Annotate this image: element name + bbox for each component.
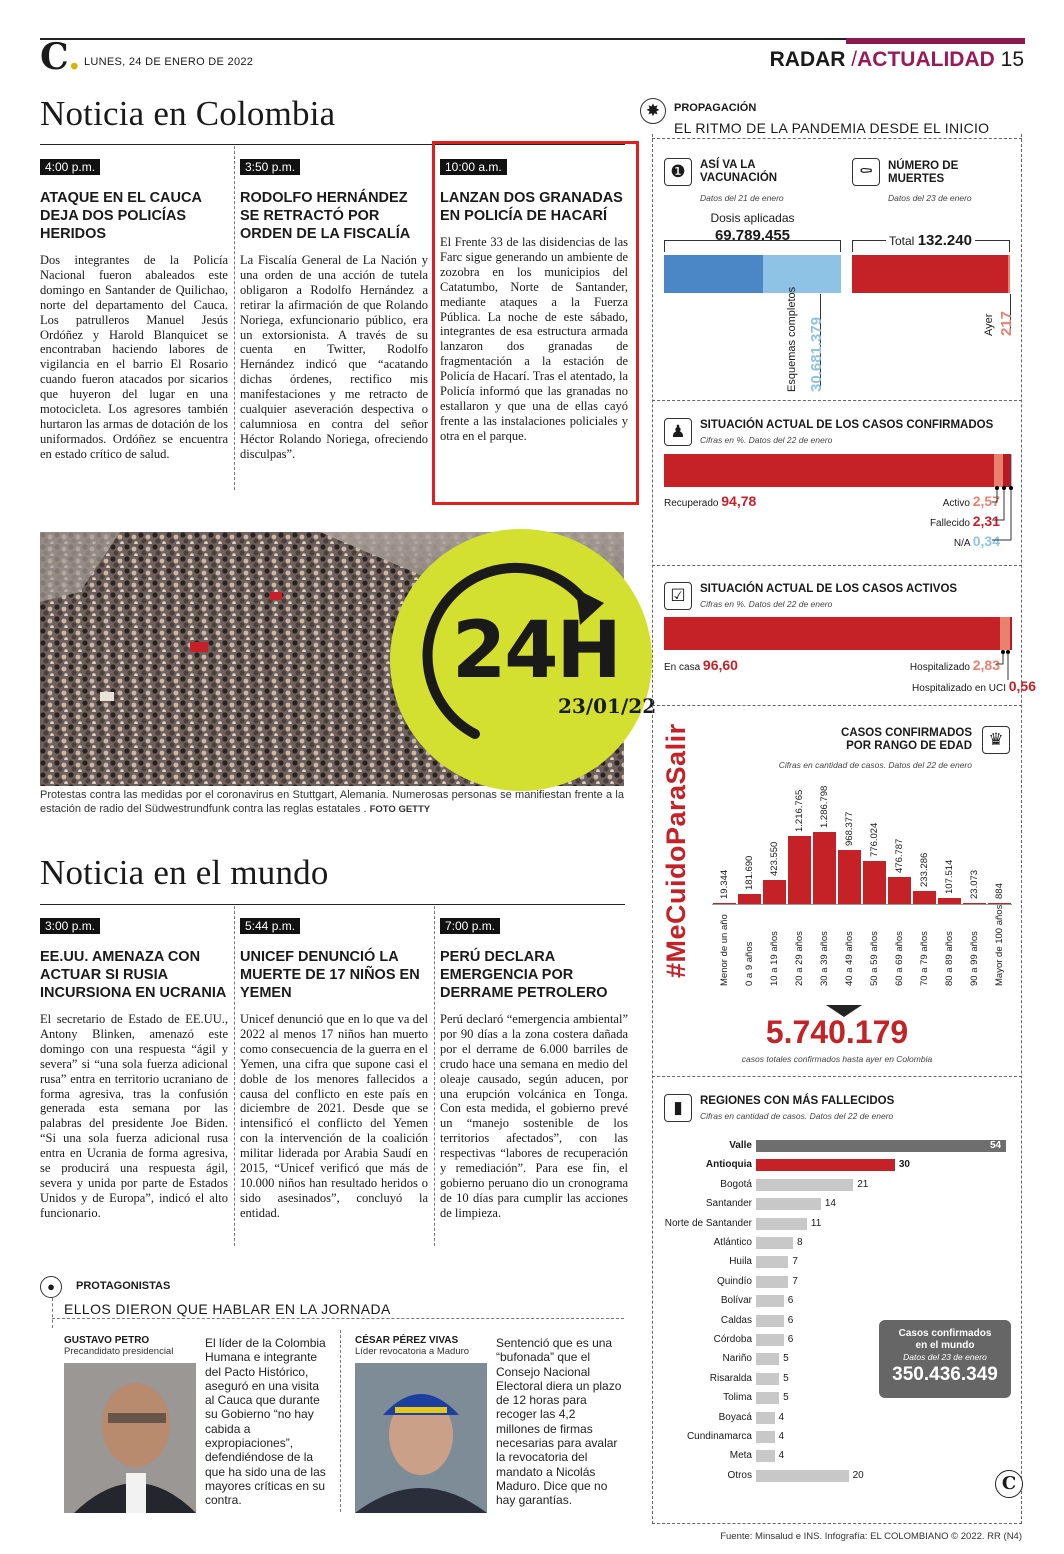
protagonist-petro [64,1335,173,1357]
region-name: Nariño [722,1353,752,1365]
photo-caption: Protestas contra las medidas por el coronavirus en Stuttgart, Alemania. Numerosas personas se manifiestan frente a la estación de radio del Südwestrundfunk contra las reglas estatales . FOTO GETTY [40,789,624,815]
region-value: 11 [810,1217,822,1229]
region-row [652,1430,1022,1444]
region-name: Tolima [723,1392,752,1404]
confirmados-fallecido: Fallecido 2,31 [929,513,1000,529]
story-headline: ATAQUE EN EL CAUCA DEJA DOS POLICÍAS HERIDOS [40,190,202,242]
muertes-ayer-value: 217 [998,310,1015,336]
region-bar [756,1412,775,1424]
region-bar [756,1198,821,1210]
section-color-bar [846,38,1025,44]
age-value-label: 968.377 [843,811,855,846]
region-bar [756,1276,788,1288]
region-value: 21 [857,1178,869,1190]
region-name: Santander [705,1198,752,1210]
age-value-label: 233.286 [918,852,930,887]
region-name: Meta [729,1450,752,1462]
region-value: 54 [990,1140,1002,1151]
region-row [652,1158,1022,1172]
story-headline: RODOLFO HERNÁNDEZ SE RETRACTÓ POR ORDEN DE LA FISCALÍA [240,190,411,242]
esquemas-label: Esquemas completos [786,286,798,392]
region-bar [756,1334,784,1346]
region-bar [756,1237,793,1249]
story-headline: PERÚ DECLARA EMERGENCIA POR DERRAME PETROLERO [440,949,608,1001]
region-name: Huila [729,1256,752,1268]
story-peru [440,917,628,1221]
region-bar [756,1179,853,1191]
age-category-label: 20 a 29 años [793,931,805,986]
region-bar [756,1159,895,1171]
infographic-subtitle: EL RITMO DE LA PANDEMIA DESDE EL INICIO [674,120,990,136]
age-value-label: 23.073 [968,869,980,899]
region-value: 4 [778,1431,785,1442]
age-value-label: 476.787 [893,838,905,874]
protagonist-quote: Sentenció que es una “bufonada” que el Consejo Nacional Electoral diera un plazo de 12 horas para recoger las 4,2 millones de firmas necesarias para avalar la revocatoria del mandato a Nicolás Maduro. Dice que no hay garantías. [496,1336,622,1508]
story-time: 5:44 p.m. [240,918,300,934]
region-row [652,1217,1022,1231]
bar-chart-icon: ▮ [664,1094,692,1122]
age-value-label: 107.514 [943,859,955,894]
story-time: 3:50 p.m. [240,159,300,175]
world-cases-date: Datos del 23 de enero [903,1352,987,1362]
story-body: Perú declaró “emergencia ambiental” por 90 días a la zona costera dañada por el derrame de 6.000 barriles de crudo hace una semana en medio del oleaje causado, según aducen, por una erupción volcánica en Tonga. Con esta medida, el gobierno prevé un “manejo sostenible de los territorios afectados”, con las respectivas “labores de recuperación y remediación”. Para ese fin, el gobierno peruano dio un cronograma de 10 días para cumplir las acciones de limpieza. [440,1012,628,1220]
region-value: 20 [852,1469,864,1481]
activos-casa: En casa 96,60 [664,657,738,673]
region-name: Antioquia [705,1159,752,1171]
world-cases-value: 350.436.349 [892,1364,998,1385]
age-category-label: 90 a 99 años [968,931,980,986]
age-bar [888,877,911,904]
story-hernandez [240,158,428,462]
muertes-title: NÚMERO DE MUERTES [888,160,959,185]
protagonist-name: GUSTAVO PETRO [64,1335,150,1346]
stack-segment [1000,617,1010,650]
region-value: 14 [824,1198,836,1210]
infographic-source: Fuente: Minsalud e INS. Infografía: EL COLOMBIANO © 2022. RR (N4) [720,1531,1022,1542]
checklist-icon: ☑ [664,582,692,610]
region-row [652,1411,1022,1425]
age-category-label: 50 a 59 años [868,931,880,986]
region-bar [756,1140,1006,1152]
region-name: Cundinamarca [686,1431,752,1442]
age-value-label: 884 [993,883,1005,899]
region-value: 30 [898,1159,910,1171]
activos-uci: Hospitalizado en UCI 0,56 [912,678,1036,694]
protagonist-quote: El líder de la Colombia Humana e integrante del Pacto Histórico, aseguró en una visita al Cauca que durante su Gobierno “no hay cabida a expropiaciones”, defendiéndose de la que ha sido una de las mayores críticas en su contra. [205,1336,326,1508]
region-bar [756,1450,775,1462]
age-category-label: 0 a 9 años [743,941,755,986]
region-bar [756,1392,779,1404]
age-bar [863,861,886,904]
stack-segment [664,454,994,487]
vacunacion-date: Datos del 21 de enero [700,193,784,203]
region-name: Risaralda [709,1372,752,1384]
age-chart-axis [712,904,1012,990]
age-chart-plot [712,780,1012,904]
region-row [652,1449,1022,1463]
story-yemen [240,917,428,1221]
stack-segment [664,617,1000,650]
region-name: Bolívar [720,1295,752,1307]
age-category-label: 70 a 79 años [918,931,930,986]
group-icon: ♛ [982,726,1010,754]
story-body: Dos integrantes de la Policía Nacional fueron abaleados este domingo en Santander de Quilichao, norte del departamento del Cauca. Los patrulleros Manuel Jesús Ordóñez y Harold Blanquicet se encontraban haciendo labores de vigilancia en el barrio El Rosario cuando fueron atacados por sicarios que huyeron del lugar en una motocicleta. Los agresores también hurtaron las armas de dotación de los uniformados. Ordóñez se encuentra en estado crítico de salud. [40,253,228,461]
badge-date: 23/01/22 [558,694,657,718]
total-cases-label: casos totales confirmados hasta ayer en Colombia [741,1054,933,1064]
age-bar [763,880,786,904]
coffin-icon: ⚰ [852,158,880,186]
region-row [652,1197,1022,1211]
region-name: Bogotá [720,1178,752,1190]
story-headline: EE.UU. AMENAZA CON ACTUAR SI RUSIA INCURSIONA EN UCRANIA [40,949,227,1001]
age-category-label: Mayor de 100 años [993,904,1005,986]
region-name: Quindío [716,1275,752,1287]
region-value: 6 [787,1314,794,1326]
region-value: 6 [787,1334,794,1345]
region-name: Caldas [720,1314,752,1326]
stack-segment [1011,454,1012,487]
region-name: Córdoba [713,1334,752,1345]
regions-chart-subtitle: Cifras en cantidad de casos. Datos del 22 de enero [700,1111,894,1121]
activos-note: Cifras en %. Datos del 22 de enero [700,599,833,609]
world-cases-box [879,1320,1011,1398]
protagonist-name: CÉSAR PÉREZ VIVAS [355,1335,459,1346]
regions-chart-title: REGIONES CON MÁS FALLECIDOS [700,1095,895,1107]
highlight-box [432,141,639,505]
dosis-value: 69.789.455 [714,227,791,244]
mundo-section-title: Noticia en el mundo [40,853,329,892]
story-headline: LANZAN DOS GRANADAS EN POLICÍA DE HACARÍ [440,190,623,224]
region-value: 5 [783,1353,789,1365]
story-time: 4:00 p.m. [40,159,100,175]
muertes-total: Total 132.240 [886,232,975,249]
age-category-label: 80 a 89 años [943,931,955,986]
dosis-label: Dosis aplicadas [710,211,795,225]
age-value-label: 423.550 [768,841,780,877]
muertes-bar [852,255,1010,293]
protagonistas-subtitle: ELLOS DIERON QUE HABLAR EN LA JORNADA [64,1301,391,1317]
badge-text: 24H [452,606,620,696]
logo-icon: C [995,1470,1023,1498]
confirmados-bar [664,454,1012,487]
story-time: 7:00 p.m. [440,918,500,934]
region-row [652,1275,1022,1289]
age-value-label: 19.344 [718,869,730,899]
infographic-label: PROPAGACIÓN [674,102,757,114]
region-value: 6 [787,1295,794,1307]
age-bar [738,894,761,904]
story-body: El secretario de Estado de EE.UU., Antony Blinken, amenazó este domingo con una respuesta “ágil y severa” si “una sola fuerza adicional rusa” entra en territorio ucraniano de forma agresiva, tras la confusión generada esta semana por las palabras del presidente Joe Biden. “Si una sola fuerza adicional rusa entra en Ucrania de forma agresiva, se producirá una respuesta ágil, severa y unida por parte de Estados Unidos y de Europa”, indicó el alto funcionario. [40,1012,228,1220]
muertes-ayer-label: Ayer [983,313,995,336]
activos-hospitalizado: Hospitalizado 2,83 [909,657,1000,673]
petro-photo [64,1363,196,1513]
confirmados-recuperado: Recuperado 94,78 [664,493,757,509]
region-name: Otros [727,1469,752,1481]
activos-bar [664,617,1012,650]
stack-segment [1010,617,1012,650]
region-bar [756,1295,784,1307]
age-bar [838,850,861,904]
vacunacion-title: ASÍ VA LA VACUNACIÓN [700,159,778,184]
region-value: 7 [792,1256,798,1268]
region-value: 5 [783,1392,789,1404]
confirmados-na: N/A 0,34 [953,533,1000,549]
region-value: 7 [792,1275,798,1287]
age-category-label: 30 a 39 años [818,931,830,986]
region-name: Norte de Santander [664,1217,752,1229]
region-name: Valle [729,1140,752,1151]
world-cases-label: Casos confirmados en el mundo [898,1328,992,1351]
24h-badge [390,529,657,791]
age-category-label: 60 a 69 años [893,931,905,986]
muertes-date: Datos del 23 de enero [888,193,972,203]
age-chart-title: CASOS CONFIRMADOS POR RANGO DE EDAD [841,727,972,752]
story-body: Unicef denunció que en lo que va del 2022 al menos 17 niños han muerto como consecuencia de la guerra en el Yemen, una cifra que supone casi el doble de los menores fallecidos a causa del conflicto en este país en diciembre de 2021. Desde que se intensificó el conflicto del Yemen con la intervención de la coalición militar liderada por Arabia Saudí en 2015, “Unicef verificó que más de 10.000 niños han resultado heridos o sido asesinados”, concluyó la entidad. [240,1012,428,1220]
age-bar [788,836,811,904]
region-value: 4 [778,1411,785,1423]
protagonist-perez [355,1335,469,1357]
story-cauca [40,158,228,462]
region-name: Atlántico [713,1237,752,1248]
region-row [652,1178,1022,1192]
protagonistas-label: PROTAGONISTAS [76,1280,171,1292]
issue-date: LUNES, 24 DE ENERO DE 2022 [84,56,254,68]
story-time: 10:00 a.m. [440,159,507,175]
region-value: 8 [797,1237,803,1248]
story-time: 3:00 p.m. [40,918,100,934]
activos-title: SITUACIÓN ACTUAL DE LOS CASOS ACTIVOS [700,583,958,595]
confirmados-activo: Activo 2,57 [942,493,1000,509]
dosis-bar [664,255,841,293]
age-bar [813,832,836,904]
age-value-label: 181.690 [743,855,755,890]
region-bar [756,1218,807,1230]
story-body: La Fiscalía General de La Nación y una orden de una acción de tutela obligaron a Rodolfo Hernández a retirar la afirmación de que Rolando Noriega, exfuncionario público, era un extorsionista. A través de su cuenta en Twitter, Rodolfo Hernández indicó que “acatando dichas órdenes, rectifico mis manifestaciones y me retracto de cualquier aseveración despectiva o calumniosa en contra del señor Héctor Rolando Noriega, ofreciendo disculpas”. [240,253,428,461]
person-icon: ● [40,1276,62,1298]
section-heading: RADAR /ACTUALIDAD 15 [769,48,1024,71]
age-value-label: 1.286.798 [818,785,830,828]
stack-segment [1003,454,1011,487]
region-bar [756,1431,775,1443]
story-ucrania [40,917,228,1221]
syringe-icon: ❶ [664,158,692,186]
story-headline: UNICEF DENUNCIÓ LA MUERTE DE 17 NIÑOS EN YEMEN [240,949,420,1001]
region-value: 5 [783,1372,789,1384]
confirmados-note: Cifras en %. Datos del 22 de enero [700,435,833,445]
region-row [652,1139,1022,1153]
region-bar [756,1256,788,1268]
people-icon: ♟ [664,418,692,446]
protagonist-role: Líder revocatoria a Maduro [355,1346,470,1357]
total-cases: 5.740.179 [765,1014,909,1050]
age-bar [913,891,936,904]
hashtag: #MeCuidoParaSalir [661,723,691,978]
stack-segment [994,454,1003,487]
age-chart-subtitle: Cifras en cantidad de casos. Datos del 22 de enero [778,760,972,770]
age-category-label: 10 a 19 años [768,931,780,986]
region-value: 4 [778,1450,785,1462]
age-value-label: 1.216.765 [793,789,805,832]
age-category-label: 40 a 49 años [843,931,855,986]
region-row [652,1294,1022,1308]
esquemas-value: 30.681.379 [808,316,825,392]
region-row [652,1469,1022,1483]
story-body: El Frente 33 de las disidencias de las Farc sigue generando un ambiente de zozobra en los municipios del Catatumbo, Norte de Santander, mediante ataques a la Fuerza Pública. La noche de este sábado, integrantes de esa estructura armada lanzaron dos granadas de fragmentación a la estación de Policía de Hacarí. Tras el atentado, la Policía informó que las granadas no estallaron y que una de ellas cayó frente a las instalaciones policiales y otra en el parque. [440,235,628,443]
page-number: 15 [1000,48,1024,71]
region-row [652,1236,1022,1250]
confirmados-title: SITUACIÓN ACTUAL DE LOS CASOS CONFIRMADOS [700,419,994,431]
perez-photo [355,1363,487,1513]
newspaper-logo: C. [40,36,81,78]
region-bar [756,1470,849,1482]
protest-photo [40,532,657,786]
colombia-section-title: Noticia en Colombia [40,94,336,133]
protagonist-role: Precandidato presidencial [64,1346,174,1357]
age-category-label: Menor de un año [718,914,730,986]
region-bar [756,1373,779,1385]
region-bar [756,1315,784,1327]
virus-icon: ✸ [640,98,666,124]
region-row [652,1255,1022,1269]
region-bar [756,1353,779,1365]
age-value-label: 776.024 [868,822,880,857]
region-name: Boyacá [718,1411,752,1423]
